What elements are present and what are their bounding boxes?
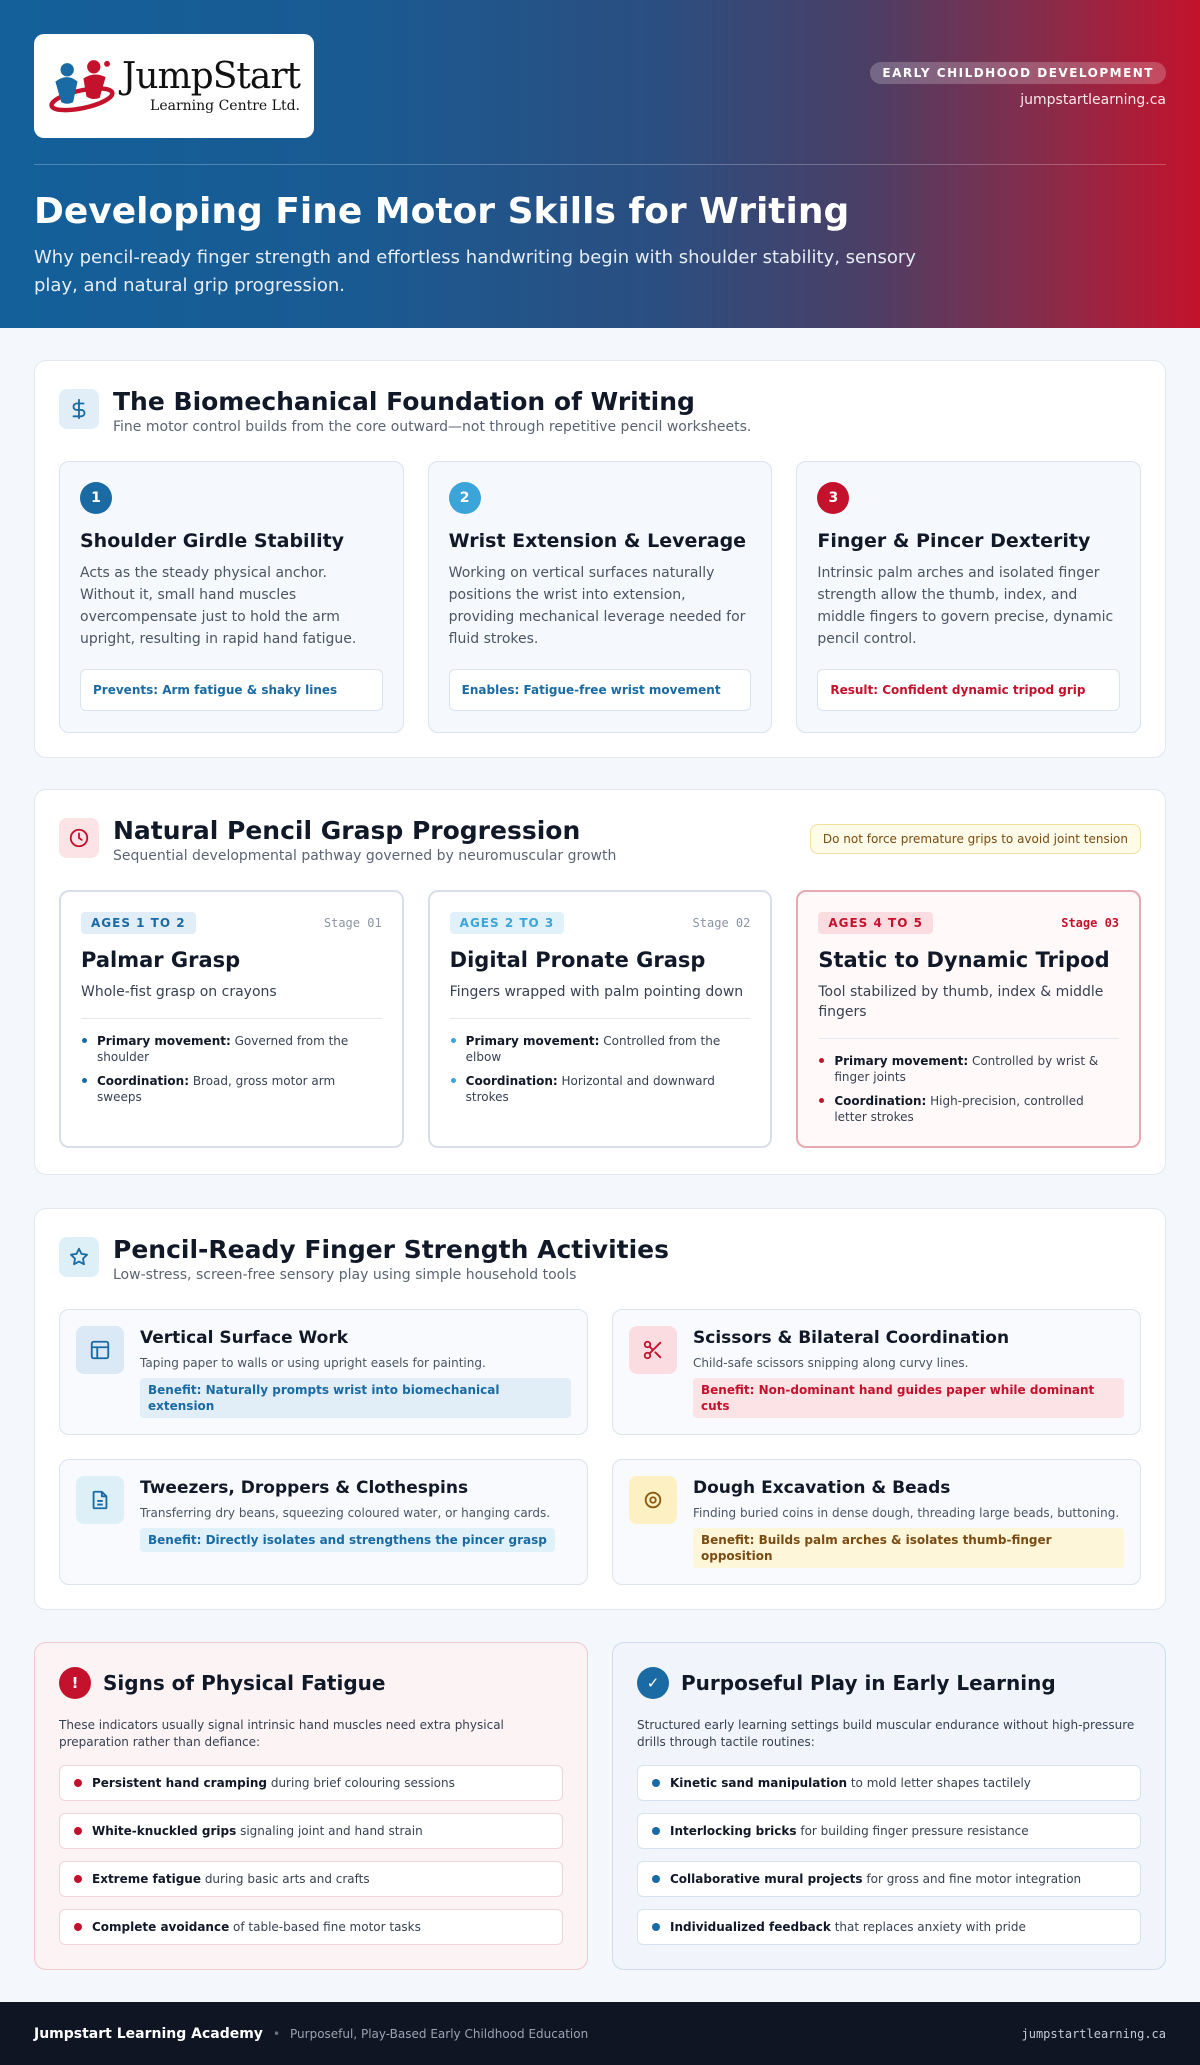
step-number: 2 xyxy=(449,482,481,514)
list-item: White-knuckled grips signaling joint and hand strain xyxy=(59,1813,563,1849)
card-text: Acts as the steady physical anchor. Without it, small hand muscles overcompensate just to hold the arm upright, resulting in rapid hand fatigue. xyxy=(80,565,357,647)
grasp-title: Natural Pencil Grasp Progression xyxy=(113,816,581,845)
activity-card-scissors xyxy=(612,1309,1141,1435)
activity-text: Child-safe scissors snipping along curvy lines. xyxy=(693,1356,969,1370)
card-text: Working on vertical surfaces naturally positions the wrist into extension, providing mechanical leverage needed for fluid strokes. xyxy=(448,565,746,647)
page-subtitle: Why pencil-ready finger strength and effortless handwriting begin with shoulder stability, sensory play, and natural grip progression. xyxy=(34,247,916,296)
card-outcome-pill: Enables: Fatigue-free wrist movement xyxy=(449,669,752,711)
check-icon: ✓ xyxy=(637,1667,669,1699)
clock-icon xyxy=(59,818,99,858)
list-item: Primary movement: Controlled from the elbow xyxy=(450,1033,751,1065)
list-item: Interlocking bricks for building finger pressure resistance xyxy=(637,1813,1141,1849)
stage-number: Stage 01 xyxy=(323,916,382,930)
list-item: Coordination: Horizontal and downward strokes xyxy=(450,1073,751,1105)
foundation-card-finger xyxy=(796,461,1141,733)
footer-url[interactable]: jumpstartlearning.ca xyxy=(1021,2026,1166,2041)
divider xyxy=(818,1038,1119,1039)
foundation-title: The Biomechanical Foundation of Writing xyxy=(113,387,695,416)
alert-icon: ! xyxy=(59,1667,91,1699)
footer-separator: • xyxy=(272,2026,281,2041)
grasp-subtitle: Sequential developmental pathway governed by neuromuscular growth xyxy=(113,848,617,864)
play-panel xyxy=(612,1642,1166,1970)
activity-benefit: Benefit: Builds palm arches & isolates thumb-finger opposition xyxy=(693,1528,1124,1568)
logo-name: JumpStart xyxy=(121,56,300,97)
activity-benefit: Benefit: Naturally prompts wrist into biomechanical extension xyxy=(140,1378,571,1418)
play-title: Purposeful Play in Early Learning xyxy=(681,1671,1056,1695)
dollar-icon xyxy=(59,389,99,429)
grasp-section xyxy=(34,789,1166,1175)
list-item: Primary movement: Controlled by wrist & finger joints xyxy=(818,1053,1119,1085)
card-title: Finger & Pincer Dexterity xyxy=(817,530,1091,552)
activity-text: Taping paper to walls or using upright easels for painting. xyxy=(140,1356,486,1370)
category-badge: EARLY CHILDHOOD DEVELOPMENT xyxy=(870,62,1166,84)
fatigue-panel xyxy=(34,1642,588,1970)
list-item: Complete avoidance of table-based fine motor tasks xyxy=(59,1909,563,1945)
age-badge: AGES 1 TO 2 xyxy=(81,912,196,934)
activity-benefit: Benefit: Directly isolates and strengthens the pincer grasp xyxy=(140,1528,555,1552)
foundation-card-wrist xyxy=(428,461,773,733)
footer-brand: Jumpstart Learning Academy xyxy=(34,2025,263,2042)
list-item: Kinetic sand manipulation to mold letter shapes tactilely xyxy=(637,1765,1141,1801)
stage-title: Palmar Grasp xyxy=(81,948,241,972)
fatigue-intro: These indicators usually signal intrinsic hand muscles need extra physical preparation rather than defiance: xyxy=(59,1718,504,1749)
stage-number: Stage 03 xyxy=(1061,916,1120,930)
activity-title: Dough Excavation & Beads xyxy=(693,1478,951,1498)
activity-card-tweezers xyxy=(59,1459,588,1585)
layout-icon xyxy=(76,1326,124,1374)
header-banner xyxy=(0,0,1200,328)
activity-text: Transferring dry beans, squeezing coloured water, or hanging cards. xyxy=(140,1506,551,1520)
stage-description: Tool stabilized by thumb, index & middle fingers xyxy=(818,984,1104,1020)
age-badge: AGES 2 TO 3 xyxy=(450,912,565,934)
stage-card-tripod xyxy=(796,890,1141,1148)
divider xyxy=(450,1018,751,1019)
stage-description: Whole-fist grasp on crayons xyxy=(81,984,277,1000)
activities-section xyxy=(34,1208,1166,1610)
step-number: 1 xyxy=(80,482,112,514)
stage-card-palmar xyxy=(59,890,404,1148)
stage-title: Static to Dynamic Tripod xyxy=(818,948,1110,972)
card-text: Intrinsic palm arches and isolated finger strength allow the thumb, index, and middle fingers to govern precise, dynamic pencil control. xyxy=(817,565,1114,647)
activity-title: Tweezers, Droppers & Clothespins xyxy=(140,1478,469,1498)
header-url[interactable]: jumpstartlearning.ca xyxy=(1020,92,1166,108)
play-intro: Structured early learning settings build muscular endurance without high-pressure drills through tactile routines: xyxy=(637,1718,1135,1749)
age-badge: AGES 4 TO 5 xyxy=(818,912,933,934)
list-item: Individualized feedback that replaces anxiety with pride xyxy=(637,1909,1141,1945)
target-icon xyxy=(629,1476,677,1524)
stage-title: Digital Pronate Grasp xyxy=(449,948,706,972)
logo[interactable] xyxy=(34,34,314,138)
list-item: Collaborative mural projects for gross and fine motor integration xyxy=(637,1861,1141,1897)
divider xyxy=(81,1018,382,1019)
activity-benefit: Benefit: Non-dominant hand guides paper while dominant cuts xyxy=(693,1378,1124,1418)
foundation-section xyxy=(34,360,1166,758)
footer xyxy=(0,2002,1200,2065)
card-title: Shoulder Girdle Stability xyxy=(80,530,345,552)
document-icon xyxy=(76,1476,124,1524)
stage-number: Stage 02 xyxy=(692,916,751,930)
stage-description: Fingers wrapped with palm pointing down xyxy=(449,984,744,1000)
card-title: Wrist Extension & Leverage xyxy=(448,530,747,552)
list-item: Coordination: High-precision, controlled letter strokes xyxy=(818,1093,1119,1125)
activity-title: Scissors & Bilateral Coordination xyxy=(693,1328,1010,1348)
foundation-card-shoulder xyxy=(59,461,404,733)
list-item: Primary movement: Governed from the shoulder xyxy=(81,1033,382,1065)
warning-note: Do not force premature grips to avoid joint tension xyxy=(810,824,1141,854)
logo-subtitle: Learning Centre Ltd. xyxy=(150,98,300,114)
step-number: 3 xyxy=(817,482,849,514)
list-item: Coordination: Broad, gross motor arm sweeps xyxy=(81,1073,382,1105)
fatigue-title: Signs of Physical Fatigue xyxy=(103,1671,386,1695)
page-title: Developing Fine Motor Skills for Writing xyxy=(34,191,850,232)
card-outcome-pill: Prevents: Arm fatigue & shaky lines xyxy=(80,669,383,711)
activity-card-dough-beads xyxy=(612,1459,1141,1585)
header-divider xyxy=(34,164,1166,165)
star-icon xyxy=(59,1237,99,1277)
list-item: Extreme fatigue during basic arts and crafts xyxy=(59,1861,563,1897)
stage-card-digital-pronate xyxy=(428,890,773,1148)
activity-text: Finding buried coins in dense dough, threading large beads, buttoning. xyxy=(693,1506,1120,1520)
scissors-icon xyxy=(629,1326,677,1374)
card-outcome-pill: Result: Confident dynamic tripod grip xyxy=(817,669,1120,711)
foundation-subtitle: Fine motor control builds from the core outward—not through repetitive pencil worksheets. xyxy=(113,419,752,435)
list-item: Persistent hand cramping during brief colouring sessions xyxy=(59,1765,563,1801)
footer-tagline: Purposeful, Play-Based Early Childhood Education xyxy=(290,2026,589,2041)
activity-title: Vertical Surface Work xyxy=(140,1328,349,1348)
activities-title: Pencil-Ready Finger Strength Activities xyxy=(113,1235,670,1264)
activities-subtitle: Low-stress, screen-free sensory play using simple household tools xyxy=(113,1267,577,1283)
activity-card-vertical-surface xyxy=(59,1309,588,1435)
logo-figures-icon xyxy=(48,46,116,126)
